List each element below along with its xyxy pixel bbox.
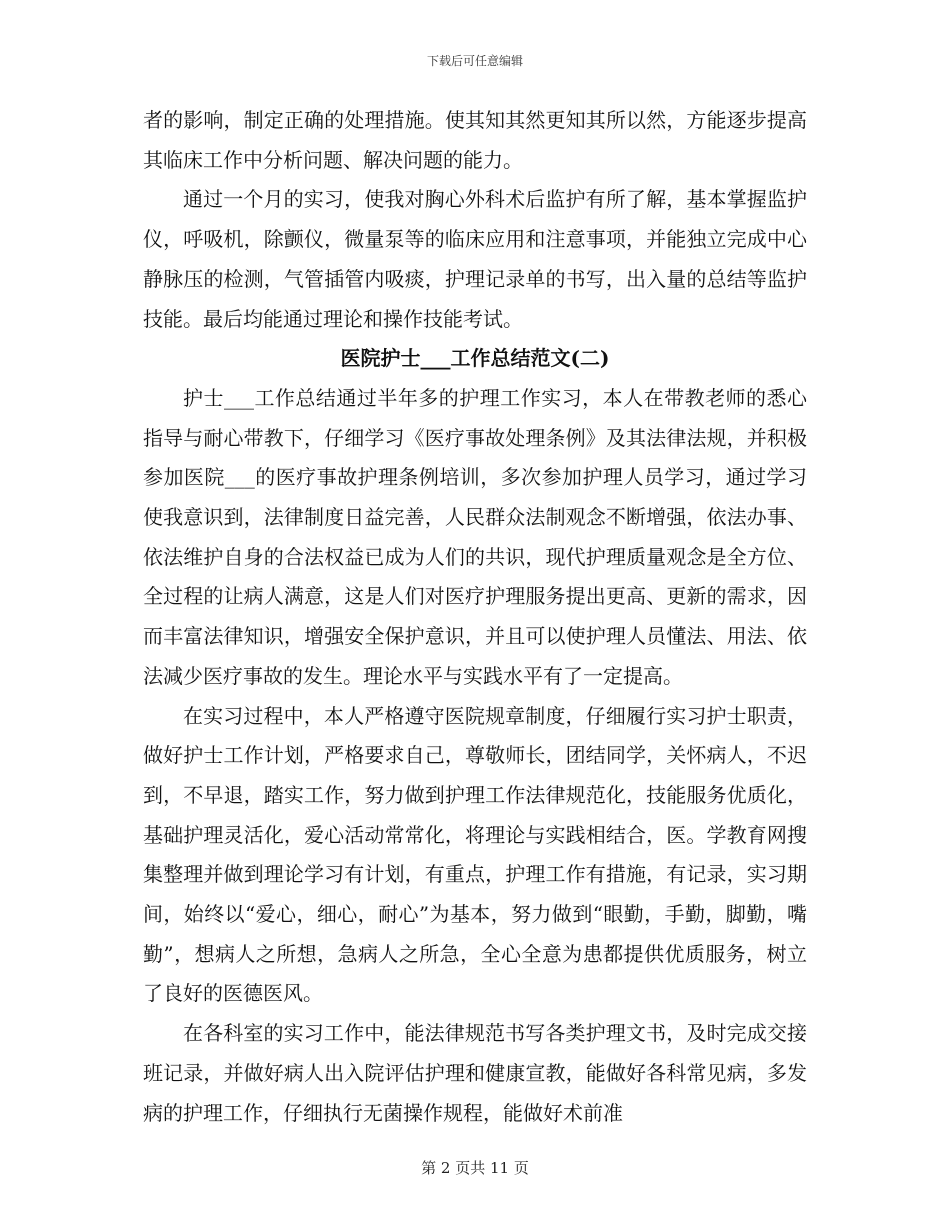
paragraph-3: 护士___工作总结通过半年多的护理工作实习，本人在带教老师的悉心指导与耐心带教下，仔细学习《医疗事故处理条例》及其法律法规，并积极参加医院___的医疗事故护理条例培训，多次参加护理人员学习，通过学习使我意识到，法律制度日益完善，人民群众法制观念不断增强，依法办事、依法维护自身的合法权益已成为人们的共识，现代护理质量观念是全方位、全过程的让病人满意，这是人们对医疗护理服务提出更高、更新的需求，因而丰富法律知识，增强安全保护意识，并且可以使护理人员懂法、用法、依法减少医疗事故的发生。理论水平与实践水平有了一定提高。 xyxy=(143,385,807,688)
paragraph-5: 在各科室的实习工作中，能法律规范书写各类护理文书，及时完成交接班记录，并做好病人出入院评估护理和健康宣教，能做好各科常见病，多发病的护理工作，仔细执行无菌操作规程，能做好术前准 xyxy=(143,1021,807,1125)
section-title: 医院护士___工作总结范文(二) xyxy=(340,346,610,371)
page-footer: 第 2 页共 11 页 xyxy=(421,1159,529,1177)
paragraph-1: 者的影响，制定正确的处理措施。使其知其然更知其所以然，方能逐步提高其临床工作中分析问题、解决问题的能力。 xyxy=(143,108,807,172)
document-body xyxy=(143,101,807,1133)
paragraph-2: 通过一个月的实习，使我对胸心外科术后监护有所了解，基本掌握监护仪，呼吸机，除颤仪，微量泵等的临床应用和注意事项，并能独立完成中心静脉压的检测，气管插管内吸痰，护理记录单的书写，出入量的总结等监护技能。最后均能通过理论和操作技能考试。 xyxy=(143,187,807,331)
page-header: 下载后可任意编辑 xyxy=(426,54,523,68)
paragraph-4: 在实习过程中，本人严格遵守医院规章制度，仔细履行实习护士职责，做好护士工作计划，严格要求自己，尊敬师长，团结同学，关怀病人，不迟到，不早退，踏实工作，努力做到护理工作法律规范化，技能服务优质化，基础护理灵活化，爱心活动常常化，将理论与实践相结合，医。学教育网搜集整理并做到理论学习有计划，有重点，护理工作有措施，有记录，实习期间，始终以“爱心，细心，耐心”为基本，努力做到“眼勤，手勤，脚勤，嘴勤”，想病人之所想，急病人之所急，全心全意为患都提供优质服务，树立了良好的医德医风。 xyxy=(143,703,807,1006)
